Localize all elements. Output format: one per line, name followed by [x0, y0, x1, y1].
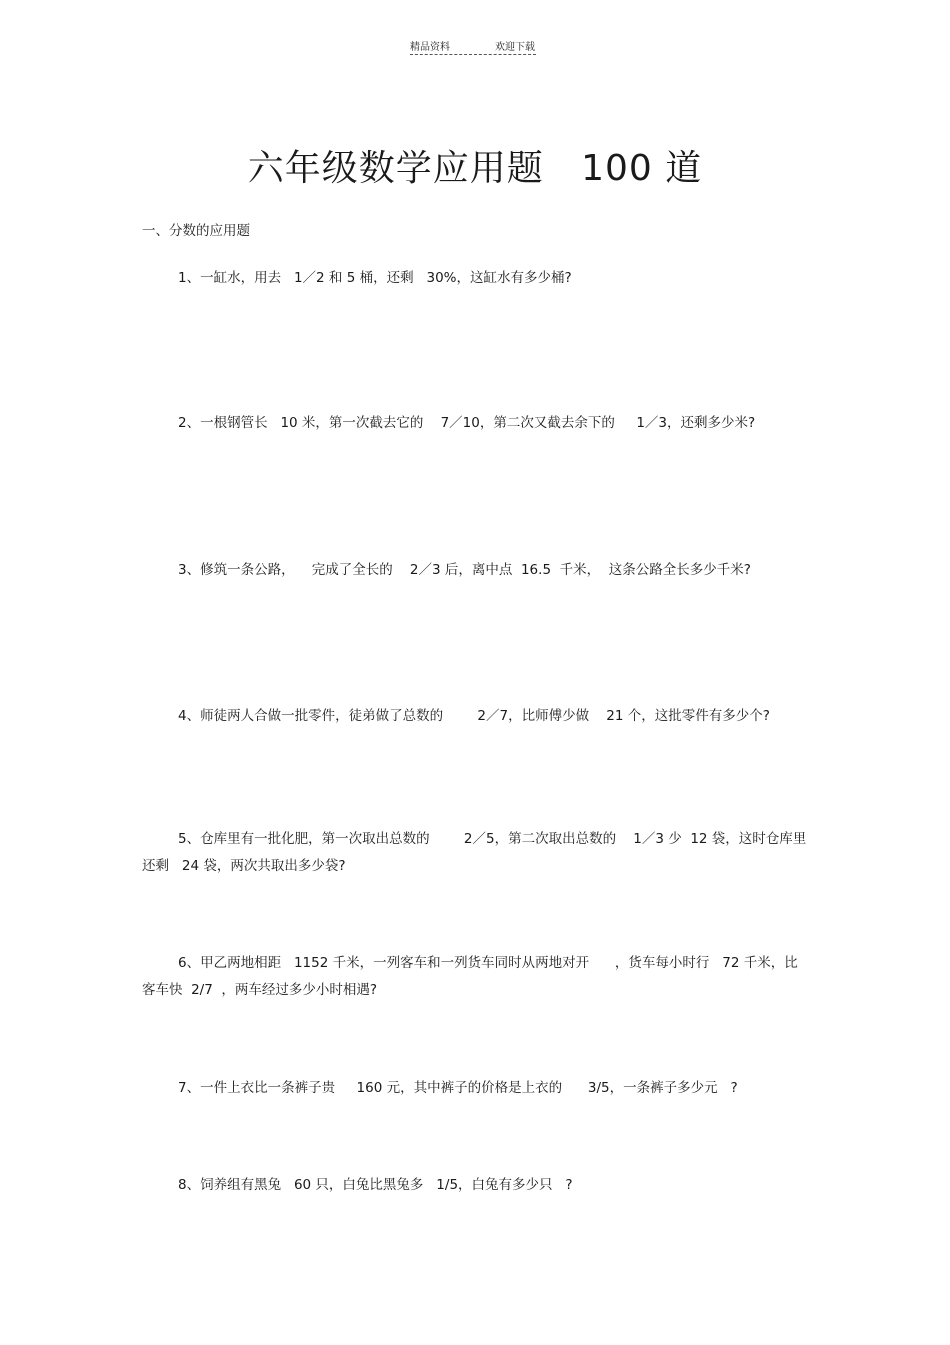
section-heading: 一、分数的应用题	[142, 223, 250, 239]
problem-5: 5、仓库里有一批化肥，第一次取出总数的 2／5，第二次取出总数的 1／3 少 12 袋，这时仓库里还剩 24 袋，两次共取出多少袋?	[142, 831, 807, 874]
problem-2: 2、一根钢管长 10 米，第一次截去它的 7／10，第二次又截去余下的 1／3，还剩多少米?	[178, 415, 756, 431]
problem-8: 8、饲养组有黑兔 60 只，白兔比黑兔多 1/5，白兔有多少只 ?	[178, 1177, 573, 1193]
problem-4: 4、师徒两人合做一批零件，徒弟做了总数的 2／7，比师傅少做 21 个，这批零件有多少个?	[178, 708, 770, 724]
page-header	[0, 38, 950, 60]
header-dashed-rule	[410, 54, 536, 55]
page-title: 六年级数学应用题 100 道	[247, 148, 703, 189]
problem-3: 3、修筑一条公路， 完成了全长的 2／3 后，离中点 16.5 千米， 这条公路全长多少千米?	[178, 562, 751, 578]
problem-7: 7、一件上衣比一条裤子贵 160 元，其中裤子的价格是上衣的 3/5，一条裤子多少元 ?	[178, 1080, 738, 1096]
problem-6: 6、甲乙两地相距 1152 千米，一列客车和一列货车同时从两地对开 ，货车每小时行 72 千米，比客车快 2/7 ，两车经过多少小时相遇?	[142, 955, 798, 998]
problem-1: 1、一缸水，用去 1／2 和 5 桶，还剩 30%，这缸水有多少桶?	[178, 270, 572, 286]
header-right-text: 欢迎下载	[495, 42, 535, 53]
header-left-text: 精品资料	[410, 42, 450, 53]
